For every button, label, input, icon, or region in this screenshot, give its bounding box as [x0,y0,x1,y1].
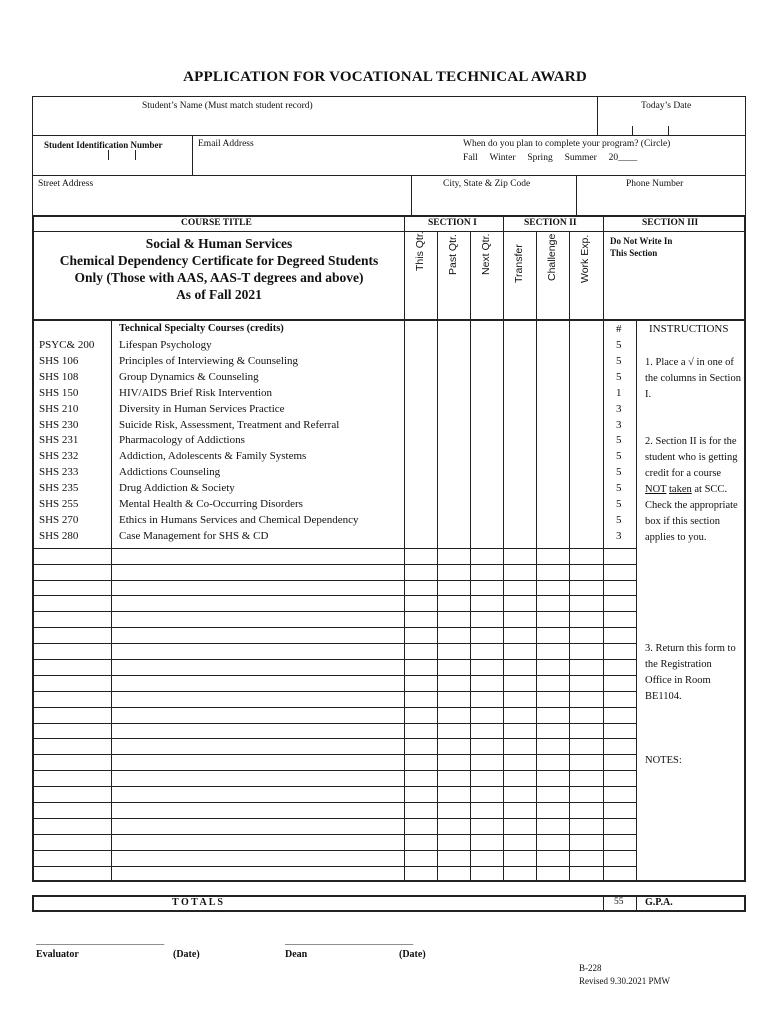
course-code: SHS 230 [39,418,79,431]
grid-line [32,707,636,708]
student-name-field[interactable]: Student’s Name (Must match student record) [142,101,313,111]
grid-line [32,834,636,835]
grid-line [32,659,636,660]
gpa-label: G.P.A. [645,897,673,908]
course-name: Drug Addiction & Society [119,482,235,495]
form-id: B-228 [579,963,602,973]
col-this-qtr: This Qtr. [414,231,426,271]
program-line-1: Social & Human Services [145,236,293,251]
todays-date-field[interactable]: Today’s Date [641,101,692,111]
instruction-2-a: 2. Section II is for the student who is getting credit for a course [645,436,738,479]
course-name: Suicide Risk, Assessment, Treatment and Referral [119,418,340,431]
course-code: SHS 280 [39,529,79,542]
course-credits: 3 [616,402,622,415]
course-code: PSYC& 200 [39,339,95,351]
instruction-3: 3. Return this form to the Registration Office in Room BE1104. [645,643,736,702]
grid-line [32,595,636,596]
section3-header: SECTION III [642,218,699,228]
course-title-header: COURSE TITLE [181,218,252,228]
course-credits: 5 [616,370,622,383]
program-line-3: Only (Those with AAS, AAS-T degrees and above) [74,270,364,285]
course-code: SHS 233 [39,466,79,479]
totals-label: T O T A L S [172,897,223,908]
course-credits: 5 [616,513,622,526]
course-code: SHS 108 [39,370,79,383]
grid-line [32,818,636,819]
do-not-write-label-2: This Section [610,248,658,258]
email-field[interactable]: Email Address [198,139,254,149]
course-name: Pharmacology of Addictions [119,434,245,447]
col-next-qtr: Next Qtr. [480,233,492,275]
instruction-2-taken: taken [669,484,692,495]
notes-label: NOTES: [645,755,682,766]
completion-question: When do you plan to complete your program? (Circle) [463,139,671,149]
totals-value: 55 [614,897,624,907]
grid-line [32,723,636,724]
course-credits: 3 [616,529,622,542]
course-name: Case Management for SHS & CD [119,529,269,542]
do-not-write-label: Do Not Write In [610,236,673,246]
course-code: SHS 235 [39,482,79,495]
totals-row [32,895,746,912]
evaluator-date-label: (Date) [173,949,200,960]
course-name: Group Dynamics & Counseling [119,370,259,383]
course-name: Lifespan Psychology [119,339,212,351]
instruction-2-not: NOT [645,484,667,495]
city-state-zip-field[interactable]: City, State & Zip Code [443,179,531,189]
grid-line [32,786,636,787]
course-credits: 5 [616,498,622,510]
grid-line [32,850,636,851]
instruction-1: 1. Place a √ in one of the columns in Section I. [645,357,741,400]
student-info-box [32,96,746,216]
street-address-field[interactable]: Street Address [38,179,94,189]
evaluator-line[interactable]: ___________________________ [36,937,165,947]
evaluator-label: Evaluator [36,949,79,960]
course-name: Addiction, Adolescents & Family Systems [119,450,307,463]
grid-line [32,691,636,692]
instruction-2-c: at SCC. Check the appropriate box if this section applies to you. [645,484,738,543]
grid-line [32,627,636,628]
dean-line[interactable]: ___________________________ [285,937,414,947]
course-credits: 5 [616,339,622,351]
group-label: Technical Specialty Courses (credits) [119,323,284,334]
col-transfer: Transfer [513,244,525,283]
program-title [34,235,404,303]
course-name: Ethics in Humans Services and Chemical Dependency [119,513,359,526]
grid-line [32,564,636,565]
course-credits: 1 [616,386,622,399]
course-credits: 5 [616,466,622,479]
course-code: SHS 150 [39,386,79,399]
section1-header: SECTION I [428,218,477,228]
section2-header: SECTION II [524,218,577,228]
program-line-4: As of Fall 2021 [176,287,262,302]
grid-line [32,675,636,676]
course-credits: 5 [616,482,622,495]
course-code: SHS 270 [39,513,79,526]
course-credits: 3 [616,418,622,431]
grid-line [32,611,636,612]
course-credits: 5 [616,450,622,463]
course-credits: 5 [616,434,622,447]
course-name: Principles of Interviewing & Counseling [119,354,299,367]
page-title: APPLICATION FOR VOCATIONAL TECHNICAL AWARD [183,69,587,85]
grid-line [32,548,636,549]
grid-line [32,754,636,755]
phone-field[interactable]: Phone Number [626,179,684,189]
course-code: SHS 106 [39,354,79,367]
course-name: Addictions Counseling [119,466,221,479]
instructions-heading: INSTRUCTIONS [649,323,729,335]
dean-label: Dean [285,949,308,960]
col-work-exp: Work Exp. [579,234,591,283]
course-credits: 5 [616,354,622,367]
grid-line [32,770,636,771]
course-name: Mental Health & Co-Occurring Disorders [119,498,303,510]
course-code: SHS 232 [39,450,79,463]
credits-header: # [616,323,622,335]
course-name: HIV/AIDS Brief Risk Intervention [119,386,273,399]
grid-line [32,643,636,644]
quarter-options[interactable]: Fall Winter Spring Summer 20____ [463,153,638,163]
col-challenge: Challenge [546,233,558,281]
grid-line [32,580,636,581]
student-id-field[interactable]: Student Identification Number [44,140,163,150]
revised-note: Revised 9.30.2021 PMW [579,976,670,986]
course-code: SHS 255 [39,498,79,510]
course-code: SHS 210 [39,402,79,415]
grid-line [32,866,636,867]
grid-line [32,738,636,739]
program-line-2: Chemical Dependency Certificate for Degreed Students [59,253,379,268]
course-code: SHS 231 [39,434,79,447]
dean-date-label: (Date) [399,949,426,960]
course-name: Diversity in Human Services Practice [119,402,285,415]
grid-line [32,802,636,803]
col-past-qtr: Past Qtr. [447,234,459,275]
instruction-2 [645,434,741,546]
